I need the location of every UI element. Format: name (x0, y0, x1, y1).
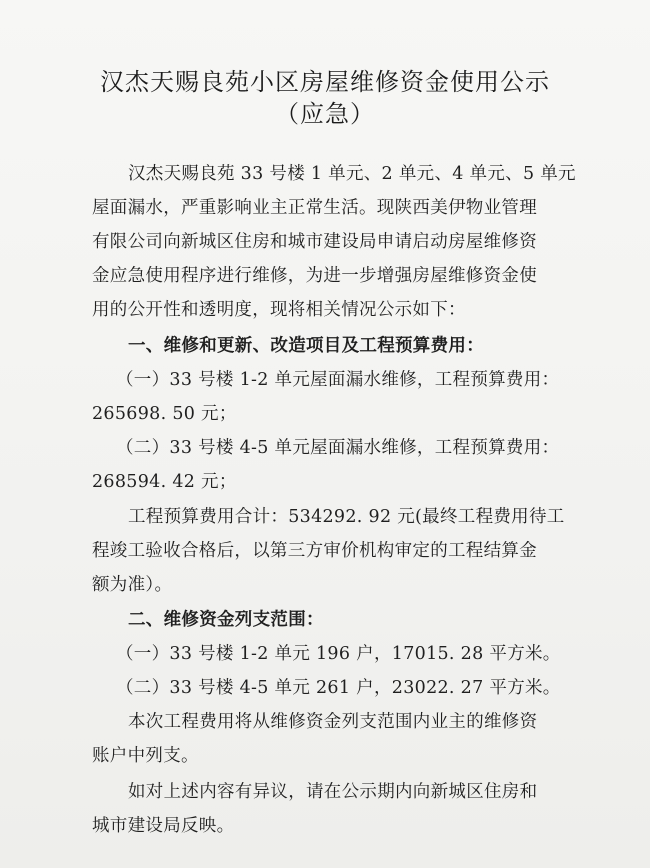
item2-line-2: 268594. 42 元； (92, 472, 237, 492)
section1-heading: 一、维修和更新、改造项目及工程预算费用： (128, 336, 484, 356)
intro-line-3: 有限公司向新城区住房和城市建设局申请启动房屋维修资 (92, 232, 537, 252)
payment-line-1: 本次工程费用将从维修资金列支范围内业主的维修资 (128, 712, 538, 732)
objection-line-2: 城市建设局反映。 (92, 816, 235, 836)
item1-line-1: （一）33 号楼 1-2 单元屋面漏水维修，工程预算费用： (116, 370, 560, 390)
item2-line-1: （二）33 号楼 4-5 单元屋面漏水维修，工程预算费用： (116, 438, 560, 458)
objection-line-1: 如对上述内容有异议，请在公示期内向新城区住房和 (128, 782, 538, 802)
intro-line-1: 汉杰天赐良苑 33 号楼 1 单元、2 单元、4 单元、5 单元 (128, 164, 576, 184)
intro-line-4: 金应急使用程序进行维修，为进一步增强房屋维修资金使 (92, 266, 537, 286)
section2-heading: 二、维修资金列支范围： (128, 610, 324, 630)
scope-line-1: （一）33 号楼 1-2 单元 196 户，17015. 28 平方米。 (116, 644, 561, 664)
total-line-2: 程竣工验收合格后，以第三方审价机构审定的工程结算金 (92, 541, 537, 561)
payment-line-2: 账户中列支。 (92, 746, 199, 766)
intro-line-5: 用的公开性和透明度，现将相关情况公示如下： (92, 300, 466, 320)
document-title: 汉杰天赐良苑小区房屋维修资金使用公示 (100, 68, 550, 96)
item1-line-2: 265698. 50 元； (92, 404, 237, 424)
document-subtitle: （应急） (275, 100, 375, 128)
intro-line-2: 屋面漏水，严重影响业主正常生活。现陕西美伊物业管理 (92, 198, 537, 218)
total-line-3: 额为准）。 (92, 575, 173, 595)
scope-line-2: （二）33 号楼 4-5 单元 261 户，23022. 27 平方米。 (116, 678, 561, 698)
total-line-1: 工程预算费用合计：534292. 92 元(最终工程费用待工 (128, 507, 565, 527)
